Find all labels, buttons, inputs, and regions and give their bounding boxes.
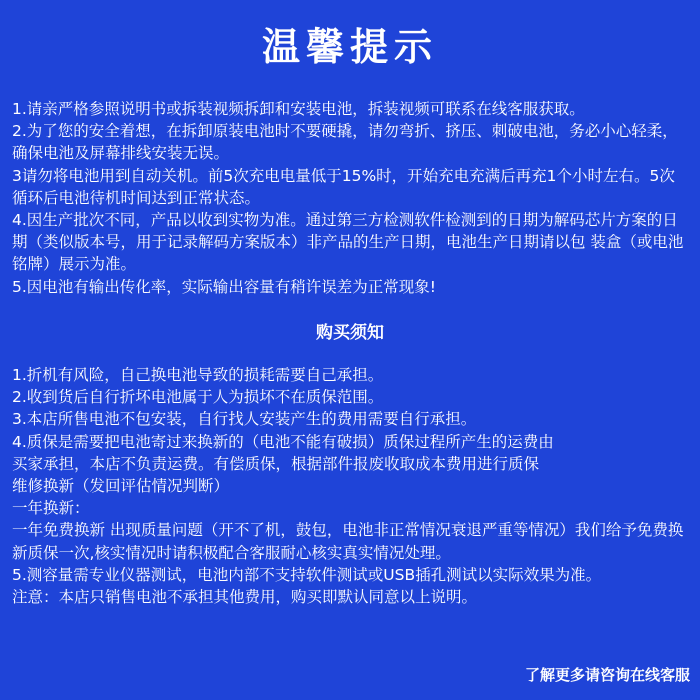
purchase-item-3: 3.本店所售电池不包安装，自行找人安装产生的费用需要自行承担。 [12,410,477,429]
notice-item-3: 3请勿将电池用到自动关机。前5次充电电量低于15%时，开始充电充满后再充1个小时左右。5次循环后电池待机时间达到正常状态。 [12,166,675,207]
purchase-item-1: 1.折机有风险，自己换电池导致的损耗需要自己承担。 [12,366,384,384]
notice-item-2: 2.为了您的安全着想，在拆卸原装电池时不要硬撬，请勿弯折、挤压、刺破电池，务必小心轻柔，确保电池及屏幕排线安装无误。 [12,122,678,163]
page-title: 温馨提示 [261,24,438,69]
attention-note: 注意：本店只销售电池不承担其他费用，购买即默认同意以上说明。 [12,588,478,607]
purchase-section [12,364,690,608]
notice-item-5: 5.因电池有输出传化率，实际输出容量有稍许误差为正常现象! [12,277,437,296]
notice-section [12,98,690,298]
purchase-item-4: 4.质保是需要把电池寄过来换新的（电池不能有破损）质保过程所产生的运费由 [12,432,554,451]
purchase-item-5: 5.测容量需专业仪器测试，电池内部不支持软件测试或USB插孔测试以实际效果为准。 [12,565,602,584]
one-year-heading: 一年换新： [12,499,90,518]
one-year-detail: 一年免费换新 出现质量问题（开不了机，鼓包，电池非正常情况衰退严重等情况）我们给予免费换新质保一次,核实情况时请积极配合客服耐心核实真实情况处理。 [12,521,684,562]
purchase-item-2: 2.收到货后自行折坏电池属于人为损坏不在质保范围。 [12,388,384,407]
purchase-subtitle: 购买须知 [316,323,384,343]
purchase-item-4-cont: 买家承担，本店不负责运费。有偿质保，根据部件报废收取成本费用进行质保 [12,454,540,473]
purchase-item-4-cont2: 维修换新（发回评估情况判断） [12,477,230,496]
notice-item-4: 4.因生产批次不同，产品以收到实物为准。通过第三方检测软件检测到的日期为解码芯片方案的日期（类似版本号，用于记录解码方案版本）非产品的生产日期，电池生产日期请以包 装盒（或电池铭牌）展示为准。 [12,211,684,274]
footer-contact-text: 了解更多请咨询在线客服 [524,666,690,684]
notice-item-1: 1.请亲严格参照说明书或拆装视频拆卸和安装电池，拆装视频可联系在线客服获取。 [12,100,585,118]
